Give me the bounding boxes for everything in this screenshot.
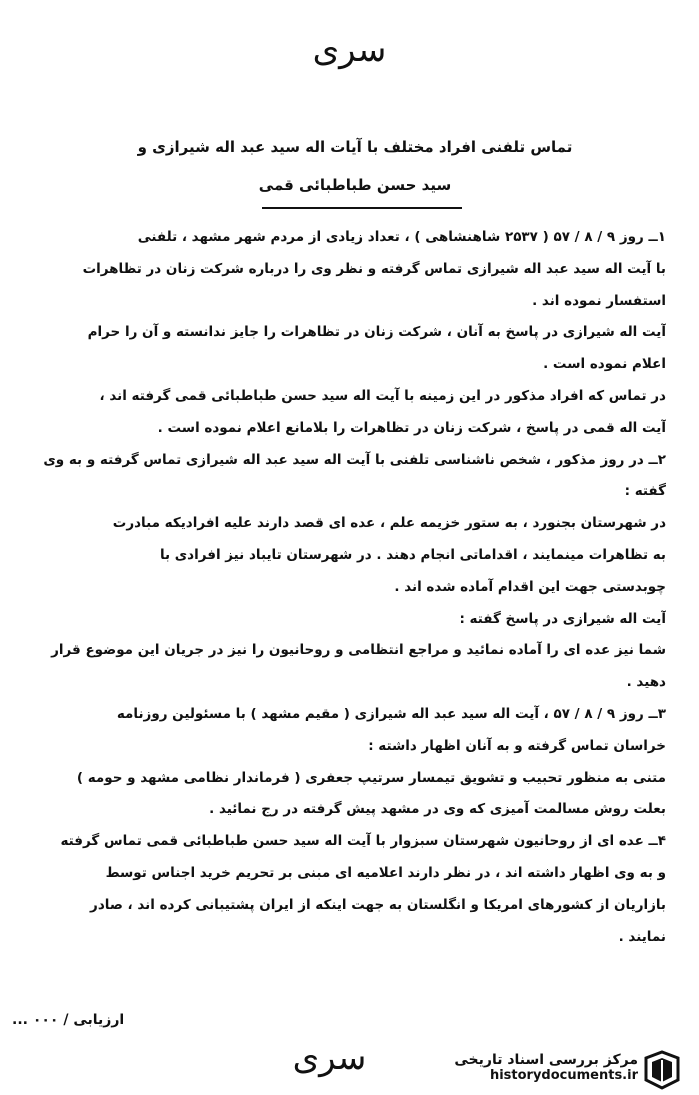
document-heading-line1: تماس تلفنی افراد مختلف با آیات اله سید عبد اله شیرازی و [137,138,573,156]
watermark-url: historydocuments.ir [489,1068,638,1083]
body-line: ۱ــ روز ۹ / ۸ / ۵۷ ( ۲۵۳۷ شاهنشاهی ) ، تعداد زیادی از مردم شهر مشهد ، تلفنی [137,229,666,245]
body-line: ۲ــ در روز مذکور ، شخص ناشناسی تلفنی با آیت اله سید عبد اله شیرازی تماس گرفته و به وی [43,451,666,468]
body-line: با آیت اله سید عبد اله شیرازی تماس گرفته و نظر وی را درباره شرکت زنان در تظاهرات [82,260,666,277]
heading-underline [262,207,462,209]
body-line: آیت اله شیرازی در پاسخ به آنان ، شرکت زنان در تظاهرات را جایز ندانسته و آن را حرام [87,324,666,341]
body-line: متنی به منظور تحبیب و تشویق تیمسار سرتیپ جعفری ( فرماندار نظامی مشهد و حومه ) [76,769,666,786]
document-body [18,222,666,953]
body-line: بازاریان از کشورهای امریکا و انگلستان به جهت اینکه از ایران پشتیبانی کرده اند ، صادر [90,896,666,913]
body-line: نمایند . [618,928,666,945]
body-line: بعلت روش مسالمت آمیزی که وی در مشهد پیش گرفته در رج نمائید . [209,801,666,818]
body-line: آیت اله شیرازی در پاسخ گفته : [459,610,666,627]
body-line: خراسان تماس گرفته و به آنان اظهار داشته : [368,737,666,754]
body-line: در تماس که افراد مذکور در این زمینه با آیت اله سید حسن طباطبائی قمی گرفته اند ، [99,387,666,404]
body-line: استفسار نموده اند . [532,292,666,309]
body-line: ۴ــ عده ای از روحانیون شهرستان سبزوار با آیت اله سید حسن طباطبائی قمی تماس گرفته [60,833,666,850]
body-line: دهید . [626,674,666,691]
body-line: چوبدستی جهت این اقدام آماده شده اند . [394,578,666,595]
body-line: و به وی اظهار داشته اند ، در نظر دارند اعلامیه ای مبنی بر تحریم خرید اجناس توسط [105,864,666,881]
body-line: ۳ــ روز ۹ / ۸ / ۵۷ ، آیت اله سید عبد اله شیرازی ( مقیم مشهد ) با مسئولین روزنامه [116,705,666,722]
classification-top: سری [312,30,387,70]
body-line: گفته : [624,483,666,500]
classification-bottom: سری [292,1038,367,1078]
watermark [428,1052,638,1083]
body-line: شما نیز عده ای را آماده نمائید و مراجع انتظامی و روحانیون را نیز در جریان این موضوع قرار [51,642,666,659]
body-line: اعلام نموده است . [543,356,666,373]
page-number: ارزیابی / ۰۰۰ ... [12,1012,125,1028]
watermark-title: مرکز بررسی اسناد تاریخی [454,1052,638,1068]
body-line: به تظاهرات مینمایند ، اقداماتی انجام دهند . در شهرستان تایباد نیز افرادی با [159,546,666,563]
body-line: در شهرستان بجنورد ، به ستور خزیمه علم ، عده ای قصد دارند علیه افرادیکه مبادرت [112,515,666,532]
archive-book-logo-icon [640,1050,684,1090]
body-line: آیت اله قمی در پاسخ ، شرکت زنان در تظاهرات را بلامانع اعلام نموده است . [157,419,666,436]
document-heading-line2: سید حسن طباطبائی قمی [258,176,452,194]
